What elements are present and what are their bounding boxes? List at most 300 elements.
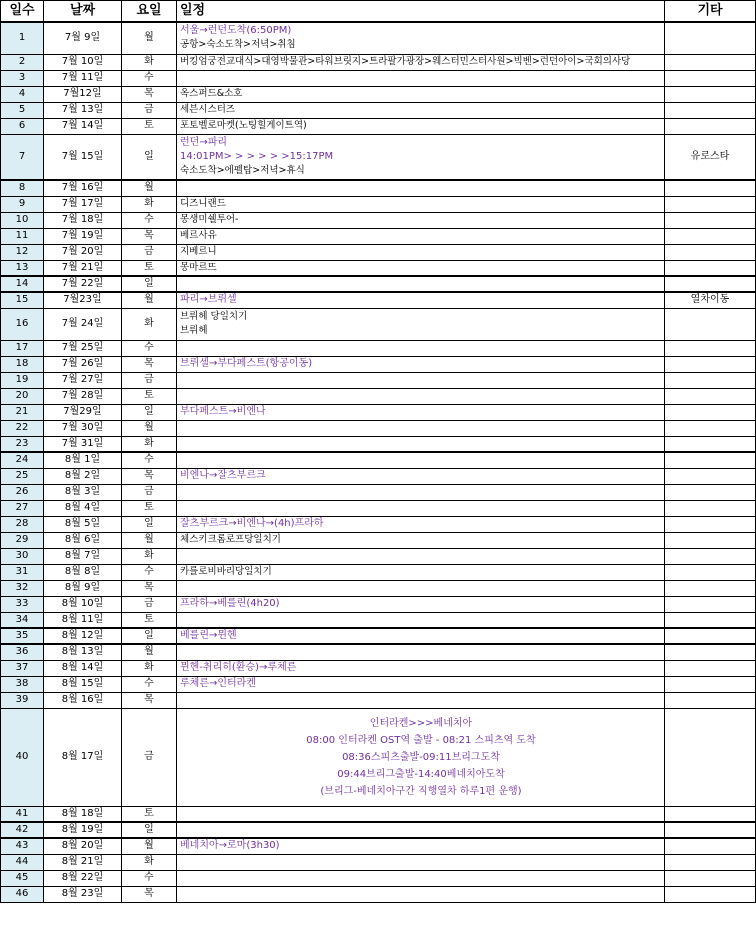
plan-cell [177, 596, 665, 612]
weekday-cell: 수 [122, 452, 177, 468]
date-cell: 8월 11일 [44, 612, 122, 628]
etc-cell [665, 628, 756, 644]
date-cell: 8월 5일 [44, 516, 122, 532]
table-row [1, 468, 756, 484]
plan-line: 몽생미쉘투어- [180, 214, 239, 225]
plan-cell [177, 388, 665, 404]
etc-cell [665, 468, 756, 484]
etc-cell [665, 692, 756, 708]
day-number-cell: 30 [1, 548, 44, 564]
day-number-cell: 15 [1, 292, 44, 308]
date-cell: 8월 17일 [44, 708, 122, 806]
plan-cell [177, 436, 665, 452]
day-number-cell: 35 [1, 628, 44, 644]
etc-cell [665, 244, 756, 260]
date-cell: 7월 17일 [44, 196, 122, 212]
etc-cell: 열차이동 [665, 292, 756, 308]
date-cell: 7월23일 [44, 292, 122, 308]
day-number-cell: 9 [1, 196, 44, 212]
plan-cell [177, 196, 665, 212]
plan-cell [177, 838, 665, 854]
weekday-cell: 화 [122, 436, 177, 452]
date-cell: 8월 9일 [44, 580, 122, 596]
day-number-cell: 17 [1, 340, 44, 356]
plan-line: 파리→브뤼셀 [180, 294, 237, 306]
weekday-cell: 일 [122, 822, 177, 838]
weekday-cell: 수 [122, 676, 177, 692]
date-cell: 7월 10일 [44, 54, 122, 70]
plan-line: 프라하→베를린(4h20) [180, 598, 280, 609]
weekday-cell: 화 [122, 196, 177, 212]
day-number-cell: 45 [1, 870, 44, 886]
plan-cell [177, 228, 665, 244]
date-cell: 7월 31일 [44, 436, 122, 452]
plan-cell [177, 212, 665, 228]
plan-cell [177, 644, 665, 660]
date-cell: 8월 16일 [44, 692, 122, 708]
table-row [1, 516, 756, 532]
plan-cell [177, 372, 665, 388]
weekday-cell: 수 [122, 340, 177, 356]
table-row [1, 244, 756, 260]
table-row [1, 564, 756, 580]
header-etc: 기타 [665, 1, 756, 23]
date-cell: 8월 8일 [44, 564, 122, 580]
day-number-cell: 28 [1, 516, 44, 532]
table-row [1, 308, 756, 340]
plan-cell [177, 612, 665, 628]
date-cell: 8월 7일 [44, 548, 122, 564]
plan-cell [177, 118, 665, 134]
etc-cell [665, 660, 756, 676]
date-cell: 8월 23일 [44, 886, 122, 902]
etc-cell [665, 436, 756, 452]
plan-cell [177, 708, 665, 806]
plan-line: 브뤼헤 [180, 325, 208, 336]
plan-line: 버킹엄궁전교대식>대영박물관>타워브릿지>트라팔가광장>웨스터민스터사원>빅벤>런던아이>국회의사당 [180, 56, 631, 67]
table-row [1, 292, 756, 308]
etc-cell [665, 644, 756, 660]
date-cell: 7월 11일 [44, 70, 122, 86]
weekday-cell: 목 [122, 468, 177, 484]
date-cell: 7월 19일 [44, 228, 122, 244]
etc-cell [665, 870, 756, 886]
weekday-cell: 월 [122, 292, 177, 308]
weekday-cell: 목 [122, 580, 177, 596]
plan-cell [177, 468, 665, 484]
etc-cell [665, 102, 756, 118]
day-number-cell: 36 [1, 644, 44, 660]
date-cell: 8월 21일 [44, 854, 122, 870]
weekday-cell: 월 [122, 644, 177, 660]
day-number-cell: 26 [1, 484, 44, 500]
table-row [1, 372, 756, 388]
plan-line: 런던→파리 [180, 136, 228, 148]
weekday-cell: 토 [122, 260, 177, 276]
table-row [1, 388, 756, 404]
day-number-cell: 33 [1, 596, 44, 612]
date-cell: 7월 21일 [44, 260, 122, 276]
etc-cell [665, 822, 756, 838]
date-cell: 8월 15일 [44, 676, 122, 692]
date-cell: 7월29일 [44, 404, 122, 420]
table-row [1, 276, 756, 292]
table-row [1, 822, 756, 838]
weekday-cell: 금 [122, 596, 177, 612]
plan-cell [177, 580, 665, 596]
weekday-cell: 일 [122, 276, 177, 292]
weekday-cell: 목 [122, 356, 177, 372]
day-number-cell: 6 [1, 118, 44, 134]
day-number-cell: 21 [1, 404, 44, 420]
etc-cell [665, 356, 756, 372]
weekday-cell: 목 [122, 886, 177, 902]
date-cell: 8월 20일 [44, 838, 122, 854]
date-cell: 8월 4일 [44, 500, 122, 516]
weekday-cell: 수 [122, 212, 177, 228]
table-row [1, 806, 756, 822]
plan-cell [177, 340, 665, 356]
table-row [1, 854, 756, 870]
plan-cell [177, 516, 665, 532]
weekday-cell: 토 [122, 500, 177, 516]
header-row [1, 1, 756, 23]
date-cell: 7월 24일 [44, 308, 122, 340]
etc-cell [665, 516, 756, 532]
etc-cell [665, 564, 756, 580]
day-number-cell: 13 [1, 260, 44, 276]
date-cell: 8월 6일 [44, 532, 122, 548]
date-cell: 7월 22일 [44, 276, 122, 292]
date-cell: 7월 13일 [44, 102, 122, 118]
date-cell: 7월 25일 [44, 340, 122, 356]
plan-line: 부다페스트→비엔나 [180, 406, 266, 417]
day-number-cell: 32 [1, 580, 44, 596]
day-number-cell: 20 [1, 388, 44, 404]
plan-cell [177, 854, 665, 870]
plan-line: 공항>숙소도착>저녁>취침 [180, 39, 296, 51]
day-number-cell: 18 [1, 356, 44, 372]
plan-cell [177, 356, 665, 372]
table-row [1, 118, 756, 134]
plan-cell [177, 102, 665, 118]
plan-cell [177, 806, 665, 822]
plan-cell [177, 276, 665, 292]
plan-line: 14:01PM> > > > > >15:17PM [180, 150, 334, 162]
weekday-cell: 금 [122, 244, 177, 260]
plan-line: 서울→런던도착(6:50PM) [180, 25, 292, 37]
table-row [1, 838, 756, 854]
weekday-cell: 일 [122, 516, 177, 532]
date-cell: 8월 19일 [44, 822, 122, 838]
date-cell: 7월 16일 [44, 180, 122, 196]
date-cell: 7월 28일 [44, 388, 122, 404]
date-cell: 8월 22일 [44, 870, 122, 886]
table-row [1, 196, 756, 212]
etc-cell [665, 372, 756, 388]
etc-cell [665, 580, 756, 596]
weekday-cell: 토 [122, 118, 177, 134]
day-number-cell: 25 [1, 468, 44, 484]
date-cell: 8월 18일 [44, 806, 122, 822]
plan-line: 카를로비바리당일치기 [180, 566, 272, 577]
etc-cell [665, 676, 756, 692]
plan-line: 인터라켄>>>베네치아 [369, 717, 473, 729]
plan-line: 지베르니 [180, 246, 217, 257]
plan-cell [177, 548, 665, 564]
etc-cell [665, 22, 756, 54]
weekday-cell: 일 [122, 628, 177, 644]
weekday-cell: 월 [122, 180, 177, 196]
table-row [1, 708, 756, 806]
day-number-cell: 8 [1, 180, 44, 196]
table-row [1, 260, 756, 276]
etc-cell [665, 388, 756, 404]
date-cell: 7월 18일 [44, 212, 122, 228]
date-cell: 8월 1일 [44, 452, 122, 468]
date-cell: 7월 15일 [44, 134, 122, 180]
weekday-cell: 목 [122, 86, 177, 102]
day-number-cell: 2 [1, 54, 44, 70]
table-row [1, 628, 756, 644]
weekday-cell: 화 [122, 548, 177, 564]
day-number-cell: 22 [1, 420, 44, 436]
plan-cell [177, 22, 665, 54]
plan-cell [177, 676, 665, 692]
table-row [1, 500, 756, 516]
day-number-cell: 10 [1, 212, 44, 228]
etc-cell: 유로스타 [665, 134, 756, 180]
plan-cell [177, 260, 665, 276]
plan-cell [177, 70, 665, 86]
etc-cell [665, 340, 756, 356]
table-row [1, 580, 756, 596]
day-number-cell: 43 [1, 838, 44, 854]
day-number-cell: 14 [1, 276, 44, 292]
header-plan: 일정 [177, 1, 665, 23]
table-row [1, 692, 756, 708]
day-number-cell: 40 [1, 708, 44, 806]
date-cell: 7월 26일 [44, 356, 122, 372]
plan-line: 루체른→인터라켄 [180, 678, 256, 689]
day-number-cell: 31 [1, 564, 44, 580]
table-row [1, 70, 756, 86]
day-number-cell: 16 [1, 308, 44, 340]
plan-line: (브리그-베네치아구간 직행열차 하루1편 운행) [320, 785, 522, 797]
weekday-cell: 목 [122, 228, 177, 244]
etc-cell [665, 452, 756, 468]
date-cell: 8월 10일 [44, 596, 122, 612]
plan-cell [177, 692, 665, 708]
weekday-cell: 월 [122, 532, 177, 548]
plan-line: 디즈니랜드 [180, 198, 226, 209]
day-number-cell: 34 [1, 612, 44, 628]
plan-line: 세븐시스터즈 [180, 104, 236, 115]
etc-cell [665, 308, 756, 340]
etc-cell [665, 404, 756, 420]
weekday-cell: 금 [122, 708, 177, 806]
weekday-cell: 금 [122, 484, 177, 500]
table-row [1, 54, 756, 70]
plan-line: 브뤼셀→부다페스트(항공이동) [180, 358, 313, 369]
table-row [1, 644, 756, 660]
etc-cell [665, 420, 756, 436]
etc-cell [665, 86, 756, 102]
plan-line: 베네치아→로마(3h30) [180, 840, 280, 852]
weekday-cell: 수 [122, 564, 177, 580]
plan-line: 베르사유 [180, 230, 217, 241]
etc-cell [665, 180, 756, 196]
etc-cell [665, 118, 756, 134]
etc-cell [665, 212, 756, 228]
day-number-cell: 29 [1, 532, 44, 548]
table-row [1, 420, 756, 436]
day-number-cell: 1 [1, 22, 44, 54]
weekday-cell: 월 [122, 420, 177, 436]
plan-cell [177, 308, 665, 340]
plan-cell [177, 660, 665, 676]
table-row [1, 228, 756, 244]
weekday-cell: 화 [122, 308, 177, 340]
day-number-cell: 4 [1, 86, 44, 102]
table-row [1, 404, 756, 420]
etc-cell [665, 484, 756, 500]
day-number-cell: 37 [1, 660, 44, 676]
plan-cell [177, 564, 665, 580]
table-row [1, 886, 756, 902]
date-cell: 8월 2일 [44, 468, 122, 484]
plan-line: 포토벨로마켓(노팅힐게이트역) [180, 120, 307, 131]
date-cell: 8월 14일 [44, 660, 122, 676]
date-cell: 7월 20일 [44, 244, 122, 260]
plan-cell [177, 180, 665, 196]
weekday-cell: 목 [122, 692, 177, 708]
weekday-cell: 금 [122, 102, 177, 118]
etc-cell [665, 196, 756, 212]
plan-line: 비엔나→잘츠부르크 [180, 470, 266, 481]
plan-cell [177, 420, 665, 436]
day-number-cell: 27 [1, 500, 44, 516]
day-number-cell: 5 [1, 102, 44, 118]
table-row [1, 870, 756, 886]
date-cell: 7월 27일 [44, 372, 122, 388]
plan-cell [177, 404, 665, 420]
weekday-cell: 월 [122, 22, 177, 54]
weekday-cell: 화 [122, 660, 177, 676]
etc-cell [665, 532, 756, 548]
plan-line: 몽마르뜨 [180, 261, 217, 273]
table-row [1, 436, 756, 452]
weekday-cell: 토 [122, 612, 177, 628]
plan-cell [177, 244, 665, 260]
plan-line: 베를린→뮌헨 [180, 630, 237, 641]
plan-line: 브뤼헤 당일치기 [180, 311, 248, 322]
table-row [1, 356, 756, 372]
table-row [1, 86, 756, 102]
date-cell: 7월 9일 [44, 22, 122, 54]
plan-cell [177, 134, 665, 180]
table-row [1, 22, 756, 54]
weekday-cell: 수 [122, 70, 177, 86]
table-row [1, 532, 756, 548]
day-number-cell: 11 [1, 228, 44, 244]
day-number-cell: 12 [1, 244, 44, 260]
day-number-cell: 42 [1, 822, 44, 838]
etc-cell [665, 500, 756, 516]
plan-line: 08:00 인터라켄 OST역 출발 - 08:21 스피츠역 도착 [306, 734, 536, 746]
table-row [1, 676, 756, 692]
etc-cell [665, 838, 756, 854]
plan-cell [177, 532, 665, 548]
table-row [1, 484, 756, 500]
etc-cell [665, 612, 756, 628]
etc-cell [665, 70, 756, 86]
table-body [1, 22, 756, 902]
plan-line: 08:36스피츠출발-09:11브리그도착 [342, 751, 500, 763]
header-date: 날짜 [44, 1, 122, 23]
table-row [1, 612, 756, 628]
table-row [1, 660, 756, 676]
etc-cell [665, 708, 756, 806]
weekday-cell: 금 [122, 372, 177, 388]
etc-cell [665, 854, 756, 870]
etc-cell [665, 260, 756, 276]
weekday-cell: 화 [122, 854, 177, 870]
weekday-cell: 월 [122, 838, 177, 854]
day-number-cell: 3 [1, 70, 44, 86]
date-cell: 7월 30일 [44, 420, 122, 436]
table-row [1, 134, 756, 180]
weekday-cell: 토 [122, 388, 177, 404]
weekday-cell: 일 [122, 134, 177, 180]
etc-cell [665, 228, 756, 244]
plan-cell [177, 822, 665, 838]
plan-cell [177, 452, 665, 468]
etc-cell [665, 548, 756, 564]
plan-line: 옥스퍼드&소호 [180, 88, 243, 99]
day-number-cell: 24 [1, 452, 44, 468]
etc-cell [665, 54, 756, 70]
plan-cell [177, 628, 665, 644]
weekday-cell: 일 [122, 404, 177, 420]
header-weekday: 요일 [122, 1, 177, 23]
date-cell: 7월12일 [44, 86, 122, 102]
weekday-cell: 화 [122, 54, 177, 70]
plan-line: 체스키크롬로프당일치기 [180, 534, 281, 545]
etc-cell [665, 596, 756, 612]
table-row [1, 596, 756, 612]
etc-cell [665, 276, 756, 292]
etc-cell [665, 806, 756, 822]
header-day: 일수 [1, 1, 44, 23]
day-number-cell: 46 [1, 886, 44, 902]
plan-line: 뮌헨-취리히(환승)→루체른 [180, 662, 297, 673]
table-row [1, 212, 756, 228]
weekday-cell: 토 [122, 806, 177, 822]
plan-cell [177, 292, 665, 308]
table-row [1, 180, 756, 196]
plan-cell [177, 86, 665, 102]
table-row [1, 452, 756, 468]
day-number-cell: 7 [1, 134, 44, 180]
date-cell: 8월 13일 [44, 644, 122, 660]
plan-cell [177, 886, 665, 902]
plan-cell [177, 484, 665, 500]
day-number-cell: 19 [1, 372, 44, 388]
plan-cell [177, 500, 665, 516]
day-number-cell: 39 [1, 692, 44, 708]
plan-line: 잘츠부르크→비엔나→(4h)프라하 [180, 518, 324, 529]
